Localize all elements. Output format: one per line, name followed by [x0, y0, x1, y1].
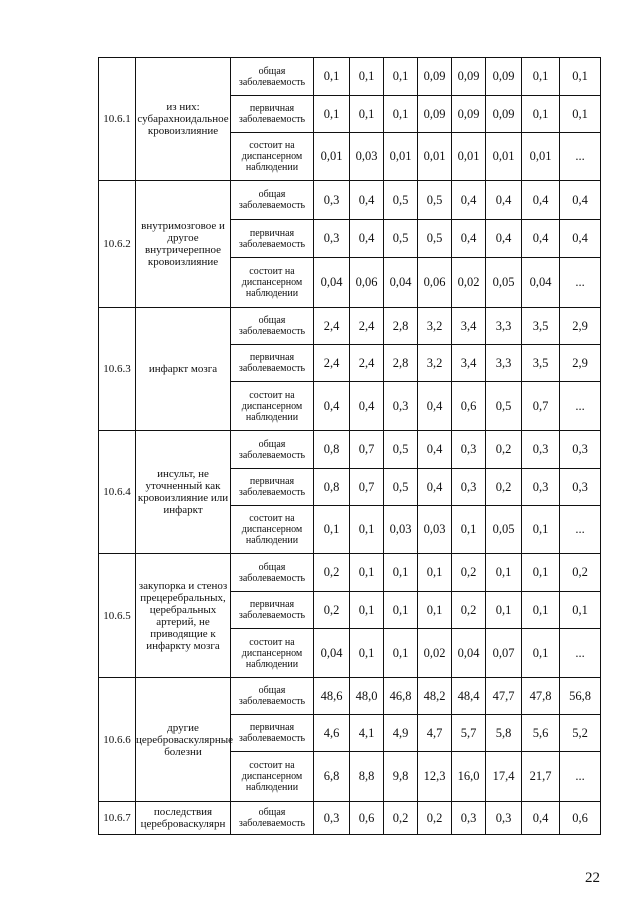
value-cell: 0,1: [522, 592, 560, 629]
table-row: [99, 802, 601, 835]
value-cell: 2,8: [384, 308, 418, 345]
indicator-label: общая заболеваемость: [231, 554, 314, 592]
value-cell: 0,1: [384, 554, 418, 592]
value-cell: 0,1: [350, 554, 384, 592]
table-row: [99, 554, 601, 592]
value-cell: 0,3: [452, 469, 486, 506]
table-row: [99, 678, 601, 715]
group-code: 10.6.2: [99, 181, 136, 308]
table-row: [99, 58, 601, 96]
value-cell: 47,8: [522, 678, 560, 715]
value-cell: 2,4: [314, 308, 350, 345]
value-cell: 0,02: [452, 258, 486, 308]
value-cell: 0,7: [350, 469, 384, 506]
group-code: 10.6.3: [99, 308, 136, 431]
value-cell: 0,4: [522, 220, 560, 258]
value-cell: 0,4: [418, 469, 452, 506]
value-cell: 56,8: [560, 678, 601, 715]
table-body: [99, 58, 601, 835]
value-cell: 4,9: [384, 715, 418, 752]
value-cell: 0,1: [350, 506, 384, 554]
value-cell: 0,1: [452, 506, 486, 554]
table-row: [99, 181, 601, 220]
value-cell: 0,01: [314, 133, 350, 181]
value-cell: 0,04: [314, 629, 350, 678]
value-cell: 0,1: [418, 592, 452, 629]
value-cell: 0,1: [560, 96, 601, 133]
value-cell: 0,2: [560, 554, 601, 592]
value-cell: 0,1: [522, 58, 560, 96]
value-cell: ...: [560, 629, 601, 678]
indicator-label: общая заболеваемость: [231, 181, 314, 220]
value-cell: 6,8: [314, 752, 350, 802]
value-cell: 8,8: [350, 752, 384, 802]
group-code: 10.6.4: [99, 431, 136, 554]
value-cell: 0,4: [350, 220, 384, 258]
value-cell: 0,3: [560, 431, 601, 469]
value-cell: ...: [560, 258, 601, 308]
value-cell: 0,5: [384, 181, 418, 220]
indicator-label: состоит на диспансерном наблюдении: [231, 258, 314, 308]
value-cell: 0,3: [314, 802, 350, 835]
value-cell: 0,4: [350, 181, 384, 220]
group-name: внутримозговое и другое внутричерепное кровоизлияние: [136, 181, 231, 308]
value-cell: 0,03: [350, 133, 384, 181]
value-cell: 0,05: [486, 506, 522, 554]
value-cell: 0,04: [452, 629, 486, 678]
value-cell: 4,7: [418, 715, 452, 752]
value-cell: 0,4: [560, 220, 601, 258]
indicator-label: состоит на диспансерном наблюдении: [231, 382, 314, 431]
group-name: закупорка и стеноз прецеребральных, церебральных артерий, не приводящие к инфаркту мозга: [136, 554, 231, 678]
value-cell: 0,4: [452, 220, 486, 258]
value-cell: 0,3: [522, 469, 560, 506]
value-cell: 0,5: [486, 382, 522, 431]
value-cell: 0,2: [384, 802, 418, 835]
value-cell: 0,09: [486, 96, 522, 133]
group-code: 10.6.5: [99, 554, 136, 678]
indicator-label: общая заболеваемость: [231, 431, 314, 469]
value-cell: 0,4: [418, 382, 452, 431]
value-cell: 0,03: [418, 506, 452, 554]
value-cell: 12,3: [418, 752, 452, 802]
table-row: [99, 308, 601, 345]
value-cell: 3,4: [452, 308, 486, 345]
group-code: 10.6.6: [99, 678, 136, 802]
indicator-label: общая заболеваемость: [231, 802, 314, 835]
indicator-label: состоит на диспансерном наблюдении: [231, 629, 314, 678]
value-cell: 3,2: [418, 308, 452, 345]
value-cell: 0,01: [384, 133, 418, 181]
value-cell: 0,4: [560, 181, 601, 220]
value-cell: 4,6: [314, 715, 350, 752]
value-cell: 0,3: [384, 382, 418, 431]
page-number: 22: [585, 870, 600, 886]
value-cell: 0,4: [486, 220, 522, 258]
value-cell: 0,07: [486, 629, 522, 678]
indicator-label: состоит на диспансерном наблюдении: [231, 752, 314, 802]
value-cell: 3,2: [418, 345, 452, 382]
value-cell: 0,2: [314, 592, 350, 629]
value-cell: 2,9: [560, 345, 601, 382]
value-cell: 0,2: [486, 431, 522, 469]
value-cell: 0,6: [350, 802, 384, 835]
value-cell: 0,1: [314, 58, 350, 96]
group-code: 10.6.1: [99, 58, 136, 181]
value-cell: 0,7: [350, 431, 384, 469]
value-cell: 2,4: [350, 345, 384, 382]
value-cell: 9,8: [384, 752, 418, 802]
value-cell: 0,1: [560, 58, 601, 96]
value-cell: 0,1: [314, 96, 350, 133]
value-cell: 0,4: [314, 382, 350, 431]
value-cell: 0,3: [452, 802, 486, 835]
value-cell: 0,3: [314, 220, 350, 258]
value-cell: 0,1: [314, 506, 350, 554]
value-cell: 3,3: [486, 308, 522, 345]
value-cell: 0,1: [486, 592, 522, 629]
value-cell: 0,5: [418, 220, 452, 258]
value-cell: 0,4: [522, 181, 560, 220]
group-name: последствия цереброваскулярн: [136, 802, 231, 835]
value-cell: 21,7: [522, 752, 560, 802]
value-cell: 3,5: [522, 308, 560, 345]
value-cell: 0,3: [522, 431, 560, 469]
value-cell: 0,1: [384, 96, 418, 133]
indicator-label: первичная заболеваемость: [231, 96, 314, 133]
group-name: инфаркт мозга: [136, 308, 231, 431]
value-cell: 0,1: [522, 554, 560, 592]
value-cell: 0,1: [418, 554, 452, 592]
value-cell: 0,1: [350, 629, 384, 678]
group-name: другие цереброваскулярные болезни: [136, 678, 231, 802]
indicator-label: первичная заболеваемость: [231, 592, 314, 629]
value-cell: 0,5: [384, 220, 418, 258]
value-cell: 0,7: [522, 382, 560, 431]
value-cell: 0,3: [560, 469, 601, 506]
value-cell: 0,4: [350, 382, 384, 431]
value-cell: 0,3: [486, 802, 522, 835]
indicator-label: состоит на диспансерном наблюдении: [231, 506, 314, 554]
indicator-label: первичная заболеваемость: [231, 345, 314, 382]
value-cell: ...: [560, 133, 601, 181]
table-row: [99, 431, 601, 469]
value-cell: 0,4: [452, 181, 486, 220]
value-cell: 0,6: [452, 382, 486, 431]
value-cell: 0,05: [486, 258, 522, 308]
value-cell: 2,4: [350, 308, 384, 345]
indicator-label: состоит на диспансерном наблюдении: [231, 133, 314, 181]
value-cell: 0,1: [560, 592, 601, 629]
value-cell: ...: [560, 382, 601, 431]
value-cell: 0,5: [384, 469, 418, 506]
value-cell: 0,1: [486, 554, 522, 592]
value-cell: 0,1: [350, 592, 384, 629]
morbidity-table: [98, 57, 601, 835]
value-cell: 0,04: [522, 258, 560, 308]
value-cell: 0,2: [314, 554, 350, 592]
value-cell: 0,03: [384, 506, 418, 554]
value-cell: 0,2: [418, 802, 452, 835]
value-cell: 47,7: [486, 678, 522, 715]
value-cell: 0,04: [314, 258, 350, 308]
value-cell: 0,4: [522, 802, 560, 835]
indicator-label: первичная заболеваемость: [231, 220, 314, 258]
value-cell: 2,9: [560, 308, 601, 345]
group-name: инсульт, не уточненный как кровоизлияние или инфаркт: [136, 431, 231, 554]
value-cell: 5,7: [452, 715, 486, 752]
value-cell: 46,8: [384, 678, 418, 715]
value-cell: 0,02: [418, 629, 452, 678]
value-cell: 0,09: [452, 58, 486, 96]
value-cell: 0,06: [350, 258, 384, 308]
value-cell: 0,09: [418, 58, 452, 96]
value-cell: 4,1: [350, 715, 384, 752]
value-cell: 5,6: [522, 715, 560, 752]
value-cell: 48,0: [350, 678, 384, 715]
value-cell: 3,4: [452, 345, 486, 382]
value-cell: 0,3: [452, 431, 486, 469]
value-cell: 0,1: [384, 629, 418, 678]
value-cell: 48,4: [452, 678, 486, 715]
value-cell: 0,4: [418, 431, 452, 469]
value-cell: 0,1: [522, 506, 560, 554]
group-code: 10.6.7: [99, 802, 136, 835]
value-cell: 48,2: [418, 678, 452, 715]
value-cell: 0,2: [452, 554, 486, 592]
group-name: из них: субарахноидальное кровоизлияние: [136, 58, 231, 181]
value-cell: ...: [560, 506, 601, 554]
value-cell: 5,8: [486, 715, 522, 752]
indicator-label: общая заболеваемость: [231, 308, 314, 345]
value-cell: 0,2: [486, 469, 522, 506]
value-cell: ...: [560, 752, 601, 802]
value-cell: 0,09: [452, 96, 486, 133]
value-cell: 2,8: [384, 345, 418, 382]
value-cell: 0,09: [486, 58, 522, 96]
value-cell: 0,1: [350, 58, 384, 96]
value-cell: 0,1: [350, 96, 384, 133]
value-cell: 0,1: [384, 592, 418, 629]
indicator-label: общая заболеваемость: [231, 678, 314, 715]
value-cell: 5,2: [560, 715, 601, 752]
indicator-label: общая заболеваемость: [231, 58, 314, 96]
indicator-label: первичная заболеваемость: [231, 469, 314, 506]
value-cell: 0,5: [418, 181, 452, 220]
value-cell: 0,09: [418, 96, 452, 133]
value-cell: 0,04: [384, 258, 418, 308]
value-cell: 0,06: [418, 258, 452, 308]
value-cell: 2,4: [314, 345, 350, 382]
value-cell: 0,4: [486, 181, 522, 220]
value-cell: 0,1: [522, 629, 560, 678]
value-cell: 0,1: [384, 58, 418, 96]
value-cell: 0,8: [314, 469, 350, 506]
value-cell: 0,3: [314, 181, 350, 220]
value-cell: 17,4: [486, 752, 522, 802]
value-cell: 3,3: [486, 345, 522, 382]
value-cell: 48,6: [314, 678, 350, 715]
value-cell: 3,5: [522, 345, 560, 382]
value-cell: 0,01: [486, 133, 522, 181]
value-cell: 16,0: [452, 752, 486, 802]
value-cell: 0,5: [384, 431, 418, 469]
value-cell: 0,1: [522, 96, 560, 133]
value-cell: 0,01: [418, 133, 452, 181]
value-cell: 0,01: [452, 133, 486, 181]
value-cell: 0,01: [522, 133, 560, 181]
value-cell: 0,6: [560, 802, 601, 835]
indicator-label: первичная заболеваемость: [231, 715, 314, 752]
value-cell: 0,2: [452, 592, 486, 629]
value-cell: 0,8: [314, 431, 350, 469]
